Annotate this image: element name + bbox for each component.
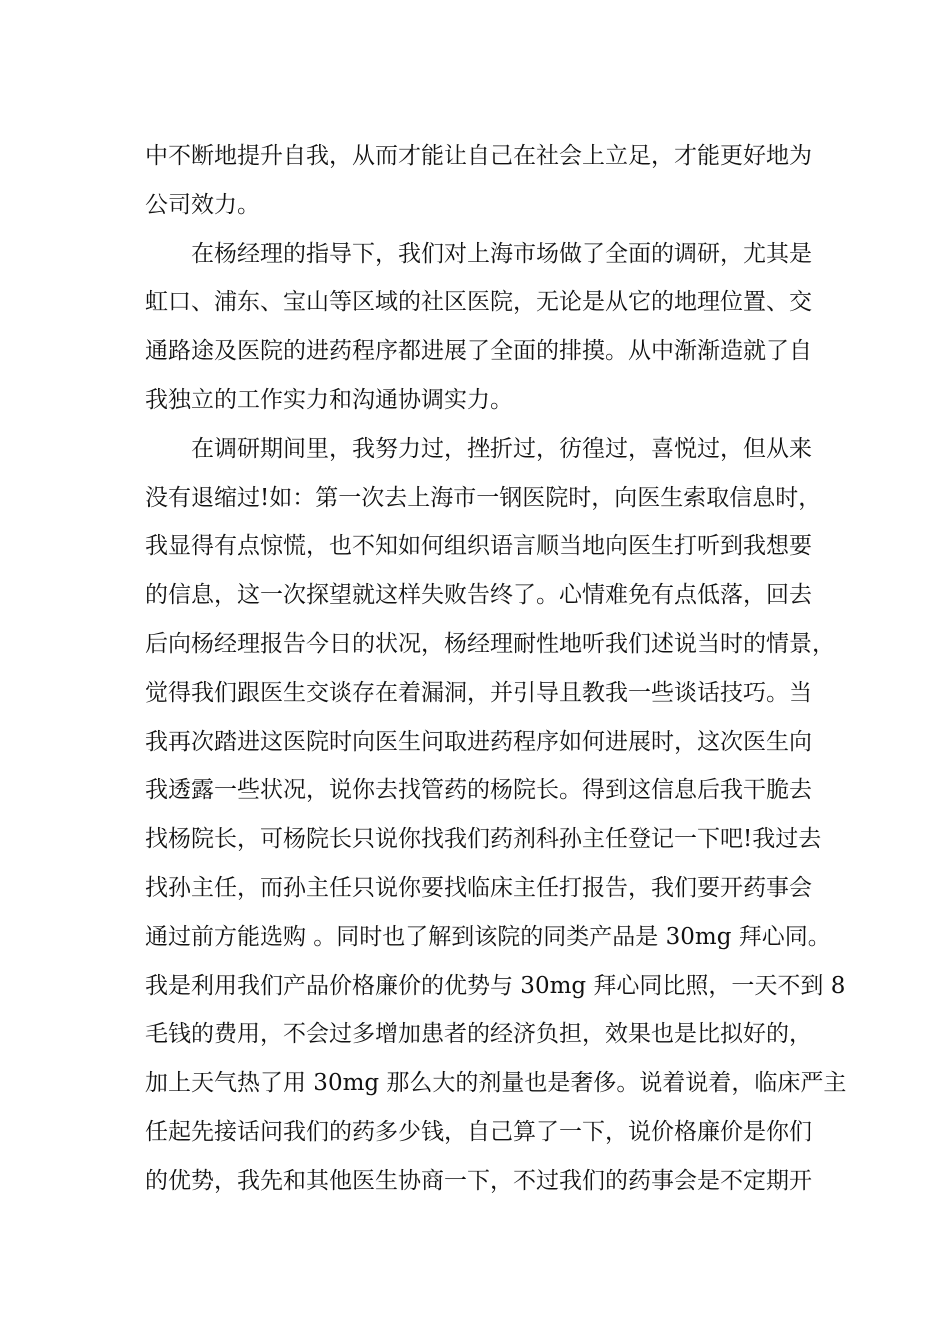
text-line: 加上天气热了用 30mg 那么大的剂量也是奢侈。说着说着，临床严主	[145, 1070, 847, 1097]
text-line: 我再次踏进这医院时向医生问取进药程序如何进展时，这次医生向	[145, 728, 812, 755]
text-line: 我显得有点惊慌，也不知如何组织语言顺当地向医生打听到我想要	[145, 533, 812, 560]
paragraph-start-line: 在杨经理的指导下，我们对上海市场做了全面的调研，尤其是	[191, 240, 812, 267]
text-line: 虹口、浦东、宝山等区域的社区医院，无论是从它的地理位置、交	[145, 289, 812, 316]
text-line: 公司效力。	[145, 191, 260, 218]
text-line: 找孙主任，而孙主任只说你要找临床主任打报告，我们要开药事会	[145, 874, 812, 901]
text-line: 通路途及医院的进药程序都进展了全面的排摸。从中渐渐造就了自	[145, 338, 812, 365]
text-line: 觉得我们跟医生交谈存在着漏洞，并引导且教我一些谈话技巧。当	[145, 679, 812, 706]
text-line: 毛钱的费用，不会过多增加患者的经济负担，效果也是比拟好的，	[145, 1021, 812, 1048]
text-line: 我是利用我们产品价格廉价的优势与 30mg 拜心同比照，一天不到 8	[145, 972, 846, 999]
text-line: 我独立的工作实力和沟通协调实力。	[145, 386, 513, 413]
text-line: 任起先接话问我们的药多少钱，自己算了一下，说价格廉价是你们	[145, 1118, 812, 1145]
text-line: 没有退缩过!如：第一次去上海市一钢医院时，向医生索取信息时，	[145, 484, 822, 511]
text-line: 中不断地提升自我，从而才能让自己在社会上立足，才能更好地为	[145, 143, 812, 169]
text-line: 我透露一些状况，说你去找管药的杨院长。得到这信息后我干脆去	[145, 777, 812, 804]
paragraph-start-line: 在调研期间里，我努力过，挫折过，彷徨过，喜悦过，但从来	[191, 435, 812, 462]
text-line: 后向杨经理报告今日的状况，杨经理耐性地听我们述说当时的情景，	[145, 630, 835, 657]
text-line: 找杨院长，可杨院长只说你找我们药剂科孙主任登记一下吧!我过去	[145, 826, 822, 853]
text-line: 通过前方能选购 。同时也了解到该院的同类产品是 30mg 拜心同。	[145, 923, 831, 950]
text-line: 的信息，这一次探望就这样失败告终了。心情难免有点低落，回去	[145, 582, 812, 609]
text-line: 的优势，我先和其他医生协商一下，不过我们的药事会是不定期开	[145, 1167, 812, 1194]
body-text	[145, 132, 847, 1206]
